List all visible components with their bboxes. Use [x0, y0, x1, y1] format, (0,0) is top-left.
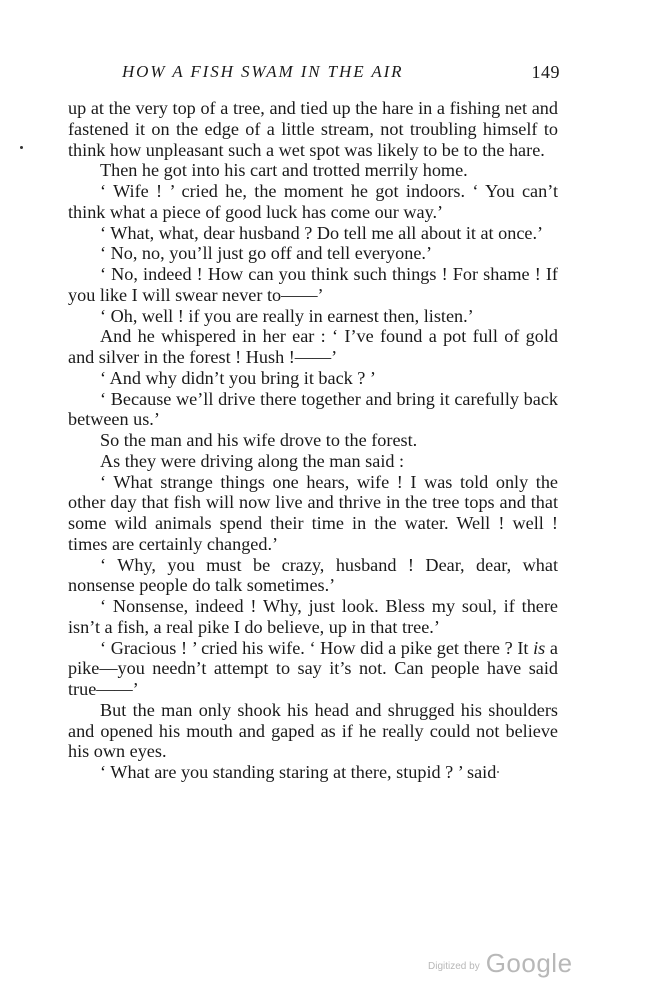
paragraph-text: a pike—you needn’t attempt to say it’s not. Can people have said true——’ [68, 637, 558, 699]
paragraph: ‘ No, no, you’ll just go off and tell everyone.’ [100, 243, 433, 264]
paragraph: ‘ Oh, well ! if you are really in earnest then, listen.’ [100, 305, 474, 326]
watermark-brand: Google [485, 948, 573, 978]
stray-ink-mark [20, 146, 23, 149]
paragraph: Then he got into his cart and trotted merrily home. [100, 160, 468, 181]
running-head [122, 62, 560, 88]
paragraph-text: ‘ Gracious ! ’ cried his wife. ‘ How did a pike get there ? It [100, 637, 534, 658]
paragraph: ‘ And why didn’t you bring it back ? ’ [100, 367, 376, 388]
paragraph: ‘ What are you standing staring at there, stupid ? ’ said [100, 762, 497, 782]
paragraph: ‘ Because we’ll drive there together and bring it carefully back between us.’ [68, 388, 558, 430]
paragraph: ‘ No, indeed ! How can you think such things ! For shame ! If you like I will swear never to——’ [68, 264, 558, 305]
running-title: HOW A FISH SWAM IN THE AIR [122, 62, 404, 81]
paragraph: up at the very top of a tree, and tied up the hare in a fishing net and fastened it on the edge of a little stream, not troubling himself to think how unpleasant such a wet spot was likely to be to the hare. [68, 98, 558, 160]
paragraph: As they were driving along the man said : [100, 450, 405, 471]
digitization-watermark [428, 948, 573, 982]
body-text [68, 98, 558, 783]
paragraph: ‘ Wife ! ’ cried he, the moment he got indoors. ‘ You can’t think what a piece of good luck has come our way.’ [68, 181, 558, 222]
paragraph: ‘ What, what, dear husband ? Do tell me all about it at once.’ [100, 222, 544, 243]
watermark-prefix: Digitized by [428, 961, 480, 972]
paragraph: ‘ What strange things one hears, wife ! I was told only the other day that fish will now live and thrive in the tree tops and that some wild animals spend their time in the water. Well ! well ! times are certainly changed.’ [68, 471, 558, 554]
paragraph: And he whispered in her ear : ‘ I’ve found a pot full of gold and silver in the forest ! Hush !——’ [68, 326, 558, 367]
stray-ink-dot [497, 771, 499, 773]
paragraph: But the man only shook his head and shrugged his shoulders and opened his mouth and gaped as if he really could not believe his own eyes. [68, 699, 558, 762]
page-number: 149 [531, 62, 560, 82]
paragraph: So the man and his wife drove to the forest. [100, 430, 418, 450]
paragraph: ‘ Why, you must be crazy, husband ! Dear, dear, what nonsense people do talk sometimes.’ [68, 554, 558, 596]
paragraph [68, 638, 558, 700]
emphasis: is [533, 637, 546, 658]
paragraph: ‘ Nonsense, indeed ! Why, just look. Bless my soul, if there isn’t a fish, a real pike I do believe, up in that tree.’ [68, 596, 558, 637]
